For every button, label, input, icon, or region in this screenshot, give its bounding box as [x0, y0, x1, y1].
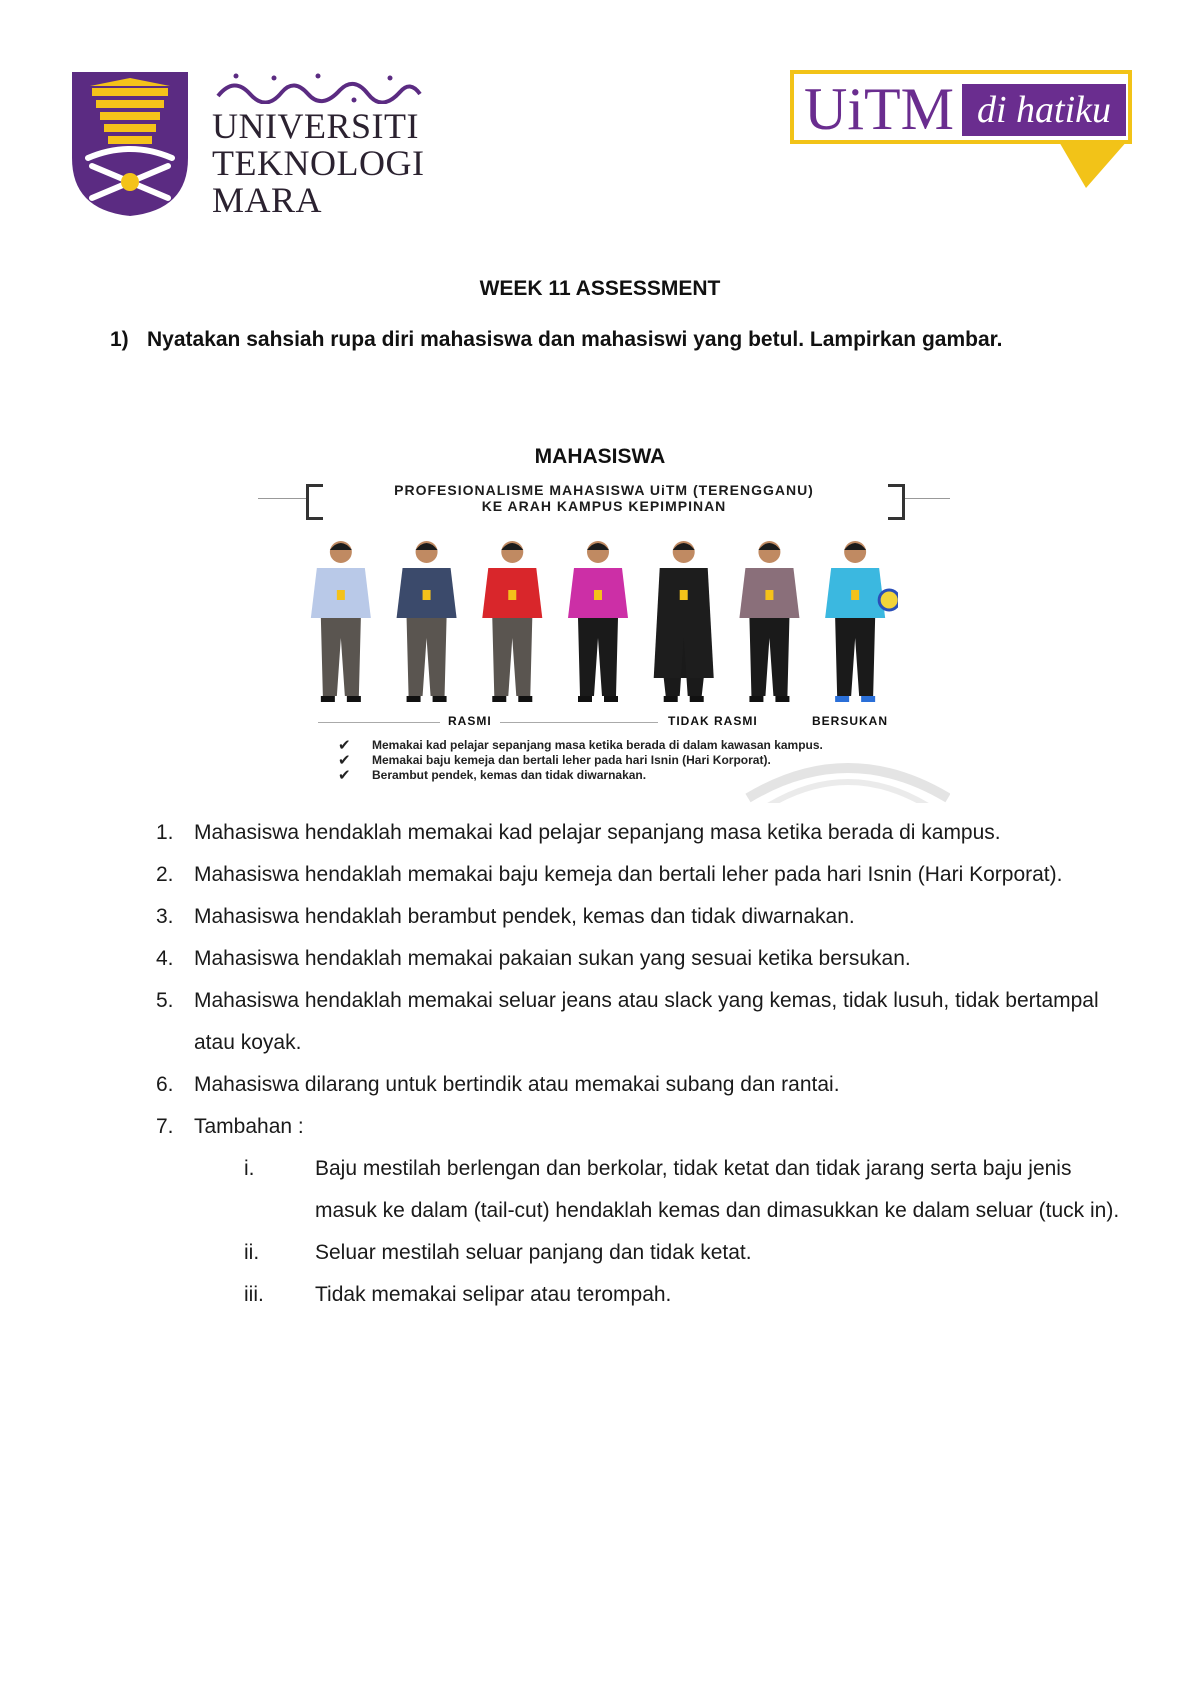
student-figure: [654, 541, 714, 702]
student-figure: [397, 541, 457, 702]
poster-title: [258, 482, 950, 514]
category-bersukan: BERSUKAN: [812, 714, 889, 728]
check-icon: ✔: [338, 767, 351, 784]
rule-number: 7.: [156, 1115, 174, 1138]
uitm-wordmark: [212, 70, 442, 220]
rule-item: [150, 1106, 1130, 1148]
badge-frame: [790, 70, 1132, 144]
rule-item: [150, 1064, 1130, 1106]
rule-item: [150, 980, 1130, 1064]
rule-item: [150, 812, 1130, 854]
rule-number: 5.: [156, 989, 174, 1012]
jawi-script-logotype: [214, 70, 424, 104]
rule-text: Mahasiswa hendaklah memakai seluar jeans atau slack yang kemas, tidak lusuh, tidak bertampal atau koyak.: [194, 989, 1099, 1054]
rule-item: [150, 854, 1130, 896]
rule-text: Mahasiswa hendaklah memakai kad pelajar sepanjang masa ketika berada di kampus.: [194, 821, 1001, 844]
badge-tagline: di hatiku: [962, 84, 1126, 136]
sub-rule-number: ii.: [244, 1241, 260, 1264]
poster-check-text: Memakai kad pelajar sepanjang masa ketika berada di dalam kawasan kampus.: [372, 738, 823, 752]
wordmark-line-3: MARA: [212, 180, 323, 220]
sub-rule-text: Seluar mestilah seluar panjang dan tidak ketat.: [315, 1241, 752, 1264]
wordmark-line-1: UNIVERSITI: [212, 106, 419, 146]
check-icon: ✔: [338, 752, 351, 769]
student-figure: [482, 541, 542, 702]
rule-item: [150, 896, 1130, 938]
sub-rule-text: Tidak memakai selipar atau terompah.: [315, 1283, 672, 1306]
rule-number: 6.: [156, 1073, 174, 1096]
rule-number: 4.: [156, 947, 174, 970]
rule-text: Tambahan :: [194, 1115, 304, 1138]
page-title: WEEK 11 ASSESSMENT: [479, 277, 721, 300]
wordmark-line-2: TEKNOLOGI: [212, 143, 425, 183]
poster-title-line-1: PROFESIONALISME MAHASISWA UiTM (TERENGGANU): [394, 482, 814, 498]
rule-text: Mahasiswa hendaklah berambut pendek, kemas dan tidak diwarnakan.: [194, 905, 855, 928]
poster-check-text: Berambut pendek, kemas dan tidak diwarnakan.: [372, 768, 647, 782]
student-figure: [739, 541, 799, 702]
rule-number: 3.: [156, 905, 174, 928]
sub-rules-list: [150, 1148, 1130, 1316]
category-tidak-rasmi: TIDAK RASMI: [668, 714, 758, 728]
sub-rule-number: i.: [244, 1157, 255, 1180]
rules-list: [150, 812, 1130, 1316]
question-number: 1): [110, 328, 129, 351]
rule-text: Mahasiswa hendaklah memakai pakaian sukan yang sesuai ketika bersukan.: [194, 947, 911, 970]
uitm-crest-icon: [70, 70, 190, 218]
uitm-di-hatiku-logo: [790, 70, 1138, 188]
poster-title-line-2: KE ARAH KAMPUS KEPIMPINAN: [481, 498, 727, 514]
student-figure: [568, 541, 628, 702]
uitm-logo: [70, 70, 430, 220]
sub-rule-number: iii.: [244, 1283, 264, 1306]
rule-text: Mahasiswa hendaklah memakai baju kemeja dan bertali leher pada hari Isnin (Hari Korporat).: [194, 863, 1063, 886]
question-text: Nyatakan sahsiah rupa diri mahasiswa dan mahasiswi yang betul. Lampirkan gambar.: [147, 328, 1003, 351]
sub-rule-item: [150, 1148, 1130, 1232]
sub-rule-item: [150, 1232, 1130, 1274]
student-figure: [311, 541, 371, 702]
poster-check-text: Memakai baju kemeja dan bertali leher pada hari Isnin (Hari Korporat).: [372, 753, 771, 767]
rule-number: 2.: [156, 863, 174, 886]
speech-tail-icon: [1058, 140, 1128, 188]
uitm-watermark-seal: [738, 748, 950, 803]
dress-code-poster: [258, 478, 950, 803]
student-figure: [825, 541, 898, 702]
rule-item: [150, 938, 1130, 980]
category-rasmi: RASMI: [440, 714, 500, 728]
badge-uitm-text: UiTM: [804, 76, 954, 142]
check-icon: ✔: [338, 737, 351, 754]
sub-rule-text: Baju mestilah berlengan dan berkolar, tidak ketat dan tidak jarang serta baju jenis masuk ke dalam (tail-cut) hendaklah kemas dan dimasukkan ke dalam seluar (tuck in).: [315, 1157, 1120, 1222]
section-heading: MAHASISWA: [534, 445, 666, 468]
rule-number: 1.: [156, 821, 174, 844]
students-figures-illustration: [298, 538, 898, 708]
rule-text: Mahasiswa dilarang untuk bertindik atau memakai subang dan rantai.: [194, 1073, 840, 1096]
sub-rule-item: [150, 1274, 1130, 1316]
